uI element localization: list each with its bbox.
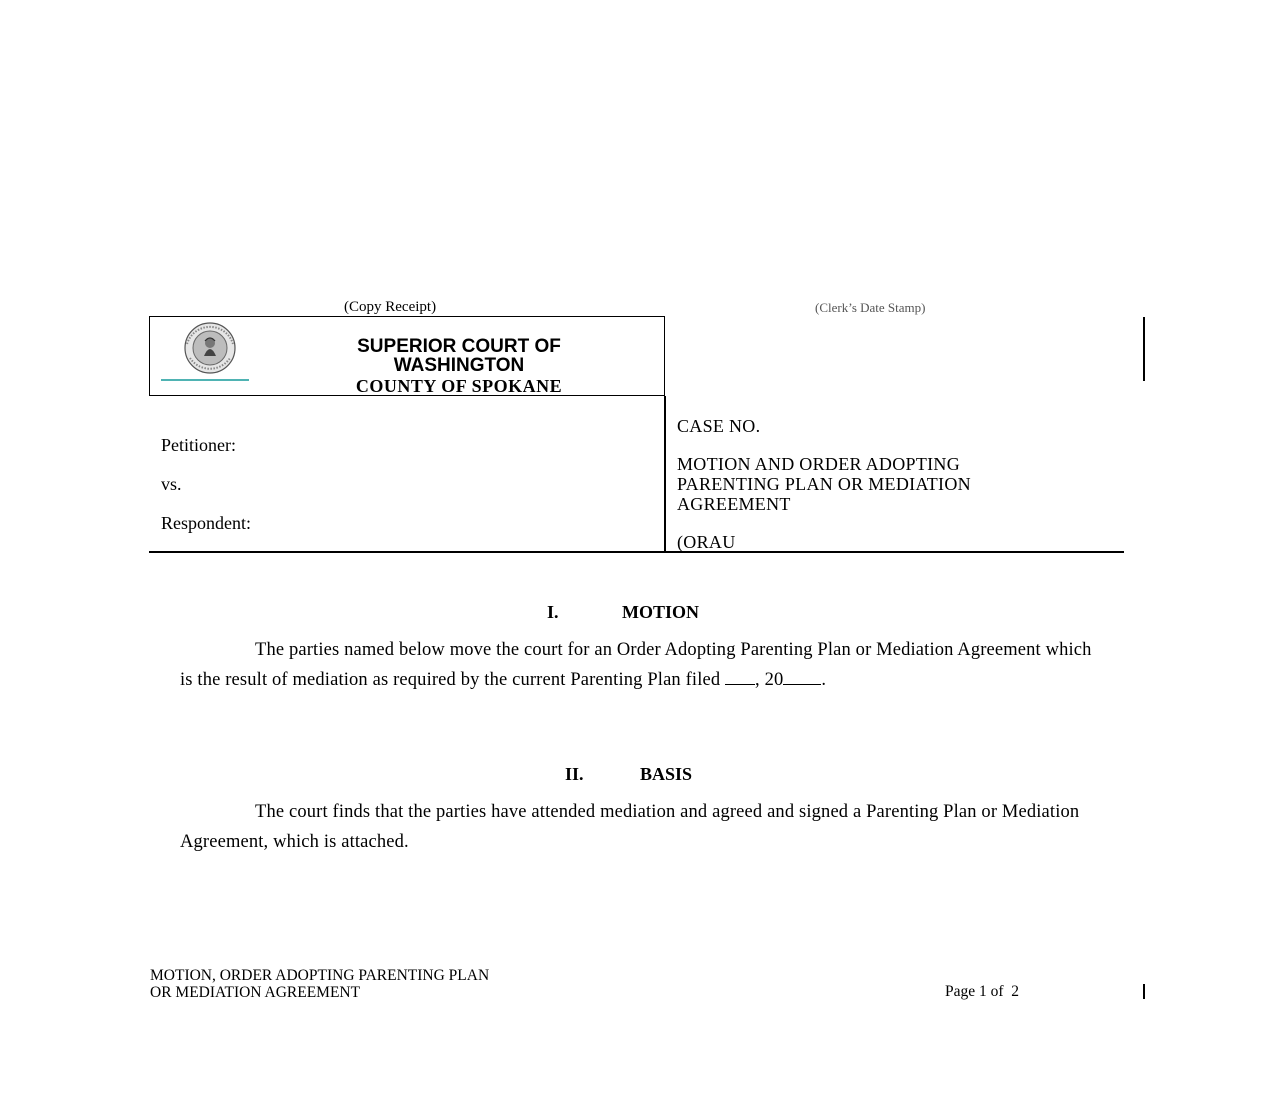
footer-title-line1: MOTION, ORDER ADOPTING PARENTING PLAN: [150, 967, 490, 984]
page-number: Page 1 of 2: [945, 983, 1020, 1000]
seal-underline: [161, 379, 249, 381]
basis-paragraph: The court finds that the parties have attended mediation and agreed and signed a Parenting Plan or Mediation Agreement, which is attached.: [180, 802, 1080, 852]
document-title: [677, 454, 1107, 514]
section-title: BASIS: [640, 764, 693, 784]
caption-bottom-rule: [149, 551, 1124, 553]
versus-label: vs.: [161, 474, 182, 494]
change-bar: [1143, 984, 1145, 999]
document-title-line1: MOTION AND ORDER ADOPTING: [677, 454, 961, 474]
copy-receipt-label: (Copy Receipt): [344, 299, 437, 315]
section-number: II.: [565, 764, 584, 784]
year-blank: [783, 668, 821, 685]
form-code: (ORAU: [677, 532, 736, 552]
motion-text-end: .: [821, 669, 827, 690]
motion-paragraph: [180, 636, 1100, 695]
respondent-label: Respondent:: [161, 513, 251, 533]
document-title-line3: AGREEMENT: [677, 494, 791, 514]
day-blank: [725, 668, 755, 685]
court-county: COUNTY OF SPOKANE: [355, 376, 563, 396]
document-title-line2: PARENTING PLAN OR MEDIATION: [677, 474, 971, 494]
court-name-line2: WASHINGTON: [393, 355, 525, 376]
petitioner-label: Petitioner:: [161, 435, 236, 455]
clerk-date-stamp-label: (Clerk’s Date Stamp): [815, 300, 926, 315]
footer-title-line2: OR MEDIATION AGREEMENT: [150, 984, 361, 1001]
section-title: MOTION: [622, 602, 700, 622]
caption-divider: [664, 396, 666, 552]
court-name-line1: SUPERIOR COURT OF: [357, 336, 561, 357]
motion-text-comma: , 20: [755, 669, 784, 690]
footer-title: [150, 967, 489, 1001]
washington-state-seal-icon: [178, 322, 242, 374]
motion-text: The parties named below move the court for an Order Adopting Parenting Plan or Mediation Agreement which is the result of mediation as required by the current Parenting Plan filed: [180, 640, 1092, 690]
section-heading-basis: [565, 763, 692, 785]
section-heading-motion: [547, 601, 699, 623]
section-number: I.: [547, 602, 559, 622]
change-bar: [1143, 317, 1145, 381]
case-number-label: CASE NO.: [677, 416, 761, 436]
